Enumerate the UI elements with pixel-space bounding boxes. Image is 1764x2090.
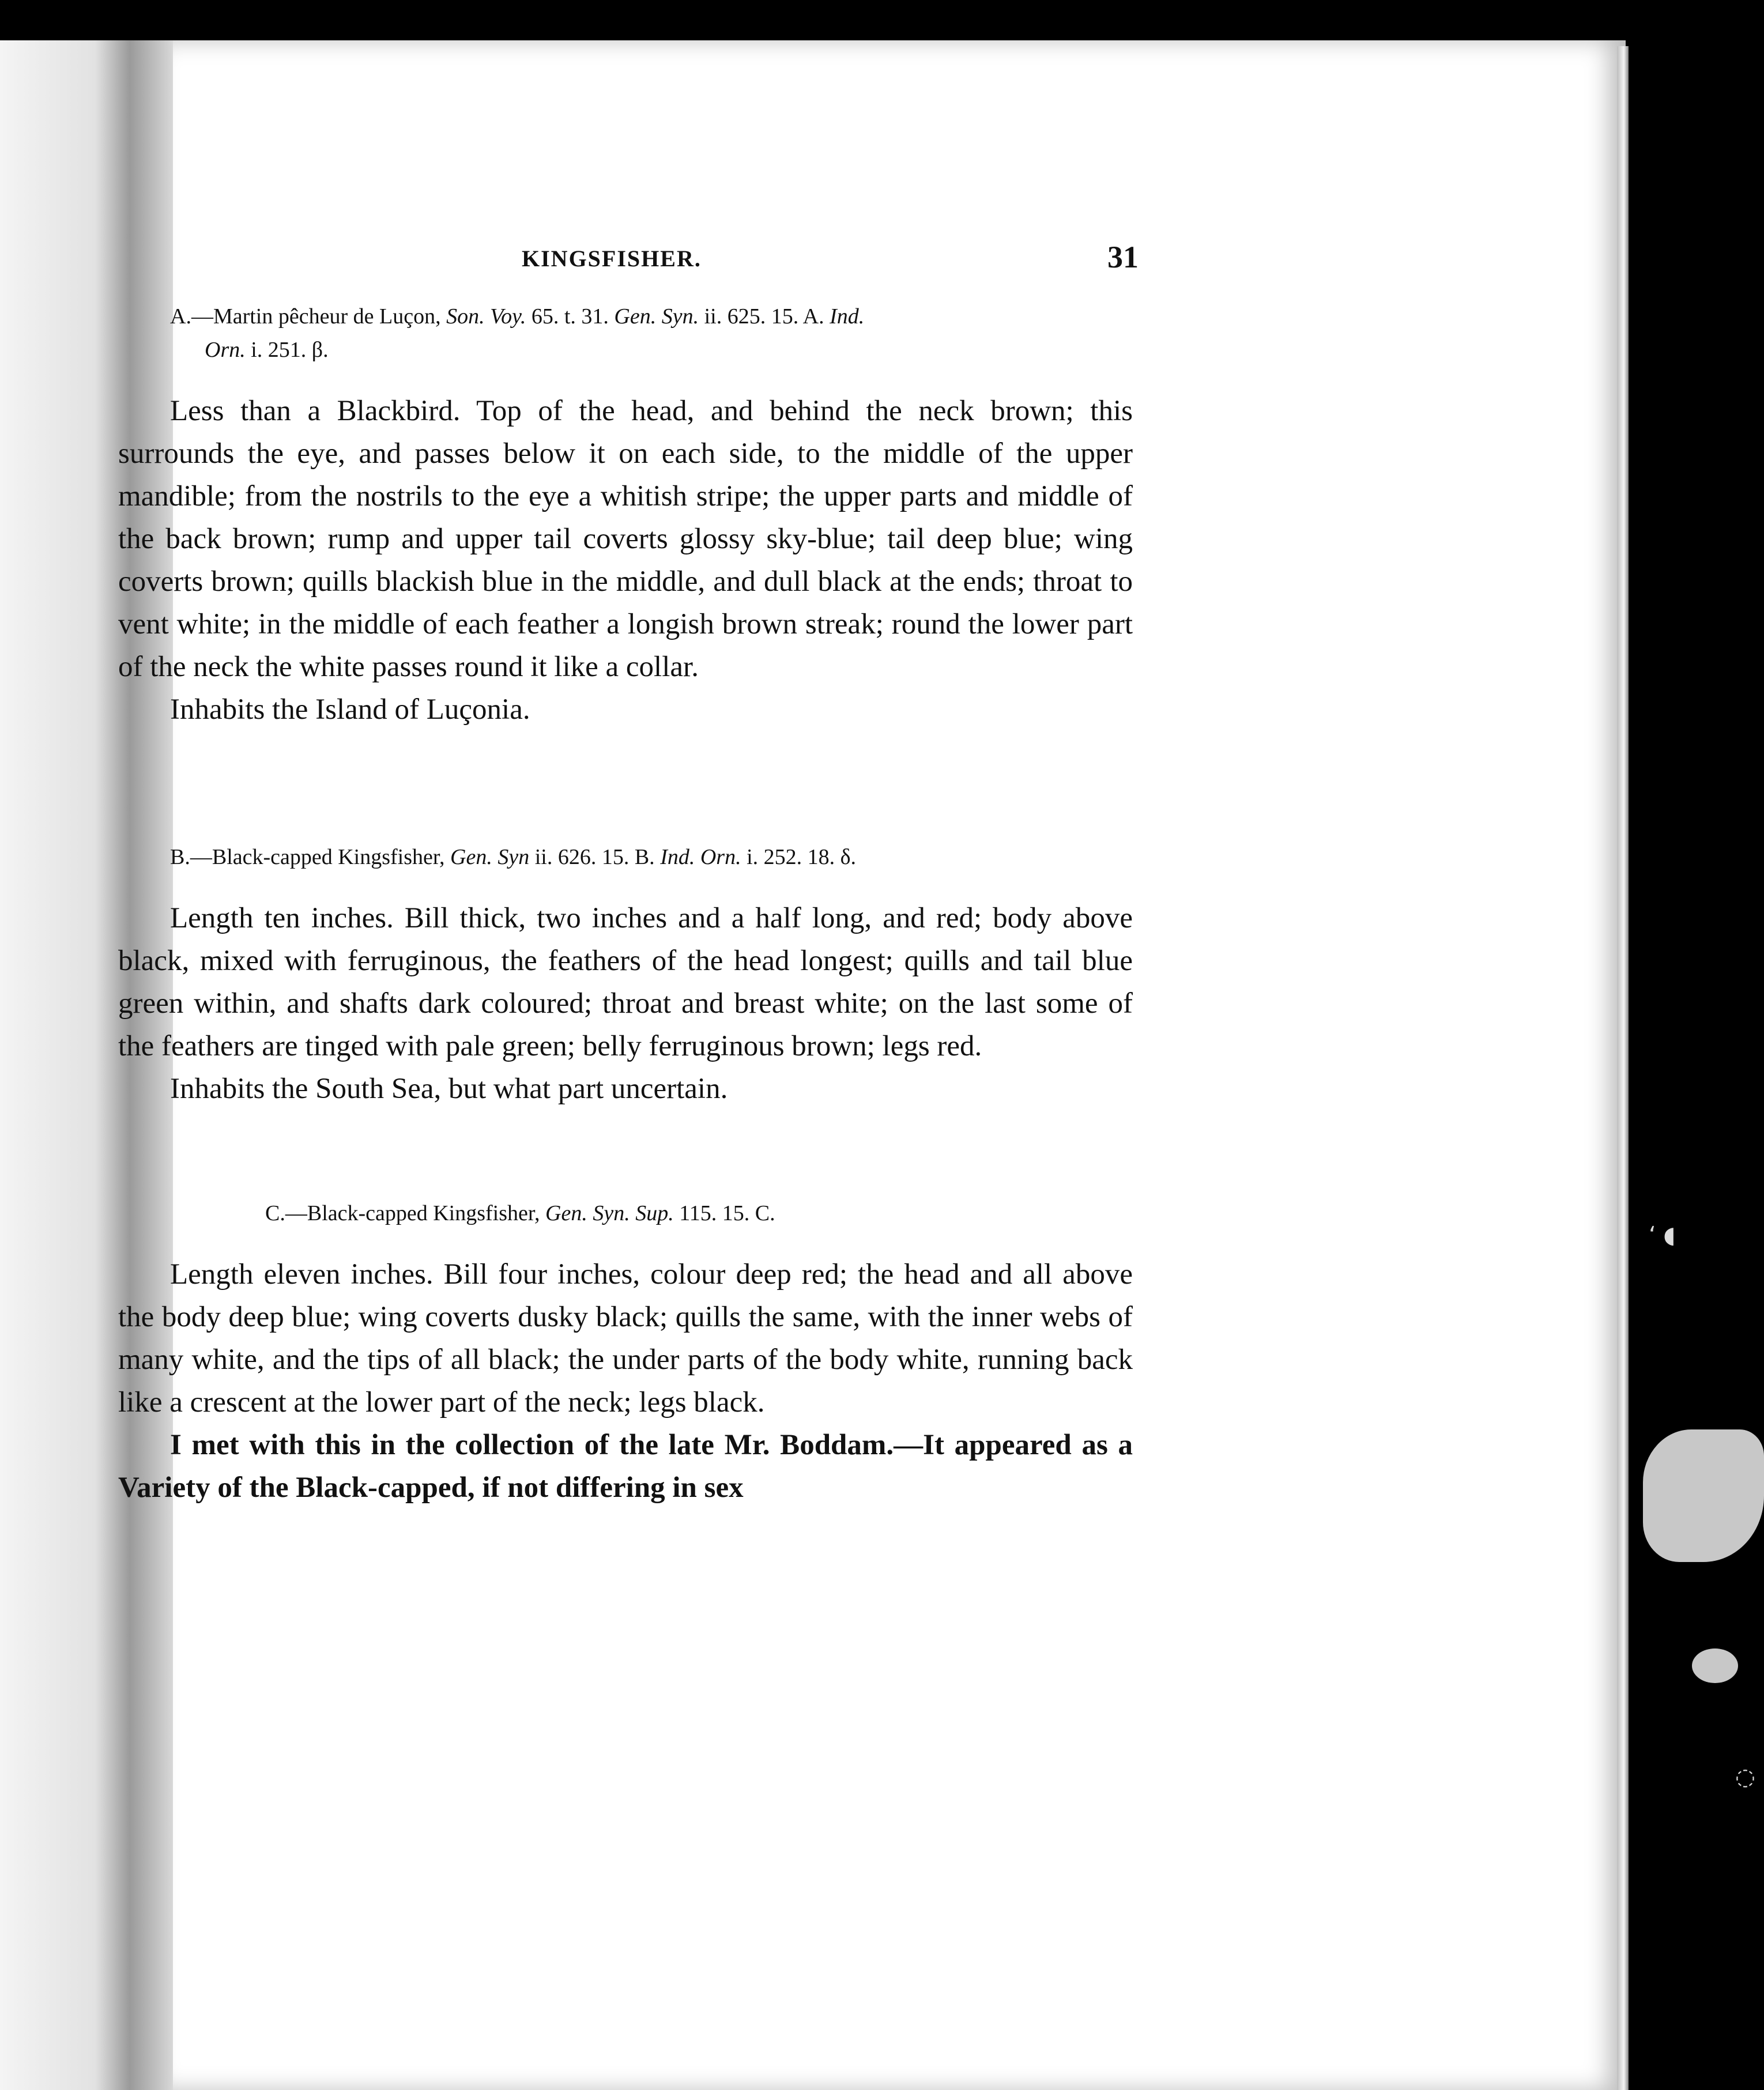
variety-a-description: Less than a Blackbird. Top of the head, and behind the neck brown; this surrounds the eye, and passes below it on each side, to the middle of the upper mandible; from the nostrils to the eye a whitish stripe; the upper parts and middle of the back brown; rump and upper tail coverts glossy sky-blue; tail deep blue; wing coverts brown; quills blackish blue in the middle, and dull black at the ends; throat to vent white; in the middle of each feather a longish brown streak; round the lower part of the neck the white passes round it like a collar. [118,395,1133,683]
variety-b-ref-gen-loc: ii. 626. 15. B. [529,845,661,869]
margin-mark: ◌ [1735,1764,1755,1790]
variety-b-ref-prefix: B.—Black-capped Kingsfisher, [170,845,451,869]
page-text-block [118,240,1139,1509]
running-title: KINGSFISHER. [522,246,702,271]
variety-b-habitat: Inhabits the South Sea, but what part uncertain. [170,1073,728,1105]
page-number: 31 [1107,240,1139,274]
variety-a-ref-gen: Gen. Syn. [614,304,699,329]
variety-b-description: Length ten inches. Bill thick, two inches and a half long, and red; body above black, mixed with ferruginous, the feathers of the head longest; quills and tail blue green within, and shafts dark coloured; throat and breast white; on the last some of the feathers are tinged with pale green; belly ferruginous brown; legs red. [118,902,1133,1062]
variety-a-ref-son-loc: 65. t. 31. [526,304,615,329]
variety-c-note: I met with this in the collection of the late Mr. Boddam.—It appeared as a Variety of the Black-capped, if not differing in sex [118,1429,1133,1504]
variety-a-reference [118,300,1133,367]
variety-b-reference [118,840,1133,874]
variety-a-ref-orn-loc: i. 251. β. [245,338,329,362]
variety-b-ref-gen: Gen. Syn [450,845,530,869]
variety-a-ref-gen-loc: ii. 625. 15. A. [699,304,830,329]
variety-a-ref-continued [170,333,1133,367]
variety-a-ref-ind: Ind. [830,304,865,329]
variety-a-ref-prefix: A.—Martin pêcheur de Luçon, [170,304,447,329]
running-head [118,240,1139,291]
variety-b-ref-ind: Ind. Orn. [660,845,741,869]
variety-c-reference [118,1197,1133,1230]
variety-a-ref-son: Son. Voy. [446,304,526,329]
variety-a-habitat: Inhabits the Island of Luçonia. [170,693,530,726]
paper-damage-patch [1643,1429,1764,1562]
variety-b-ref-ind-loc: i. 252. 18. δ. [741,845,857,869]
variety-c-ref-gen: Gen. Syn. Sup. [545,1201,674,1225]
variety-c-ref-prefix: C.—Black-capped Kingsfisher, [265,1201,546,1225]
margin-mark: ʻ ◖ [1649,1222,1676,1248]
paper-damage-fleck [1692,1648,1738,1683]
variety-c-ref-gen-loc: 115. 15. C. [673,1201,775,1225]
right-page-edge [1617,46,1629,2090]
variety-a-ref-orn: Orn. [205,338,246,362]
variety-c-description: Length eleven inches. Bill four inches, colour deep red; the head and all above the body deep blue; wing coverts dusky black; quills the same, with the inner webs of many white, and the tips of all black; the under parts of the body white, running back like a crescent at the lower part of the neck; legs black. [118,1258,1133,1419]
